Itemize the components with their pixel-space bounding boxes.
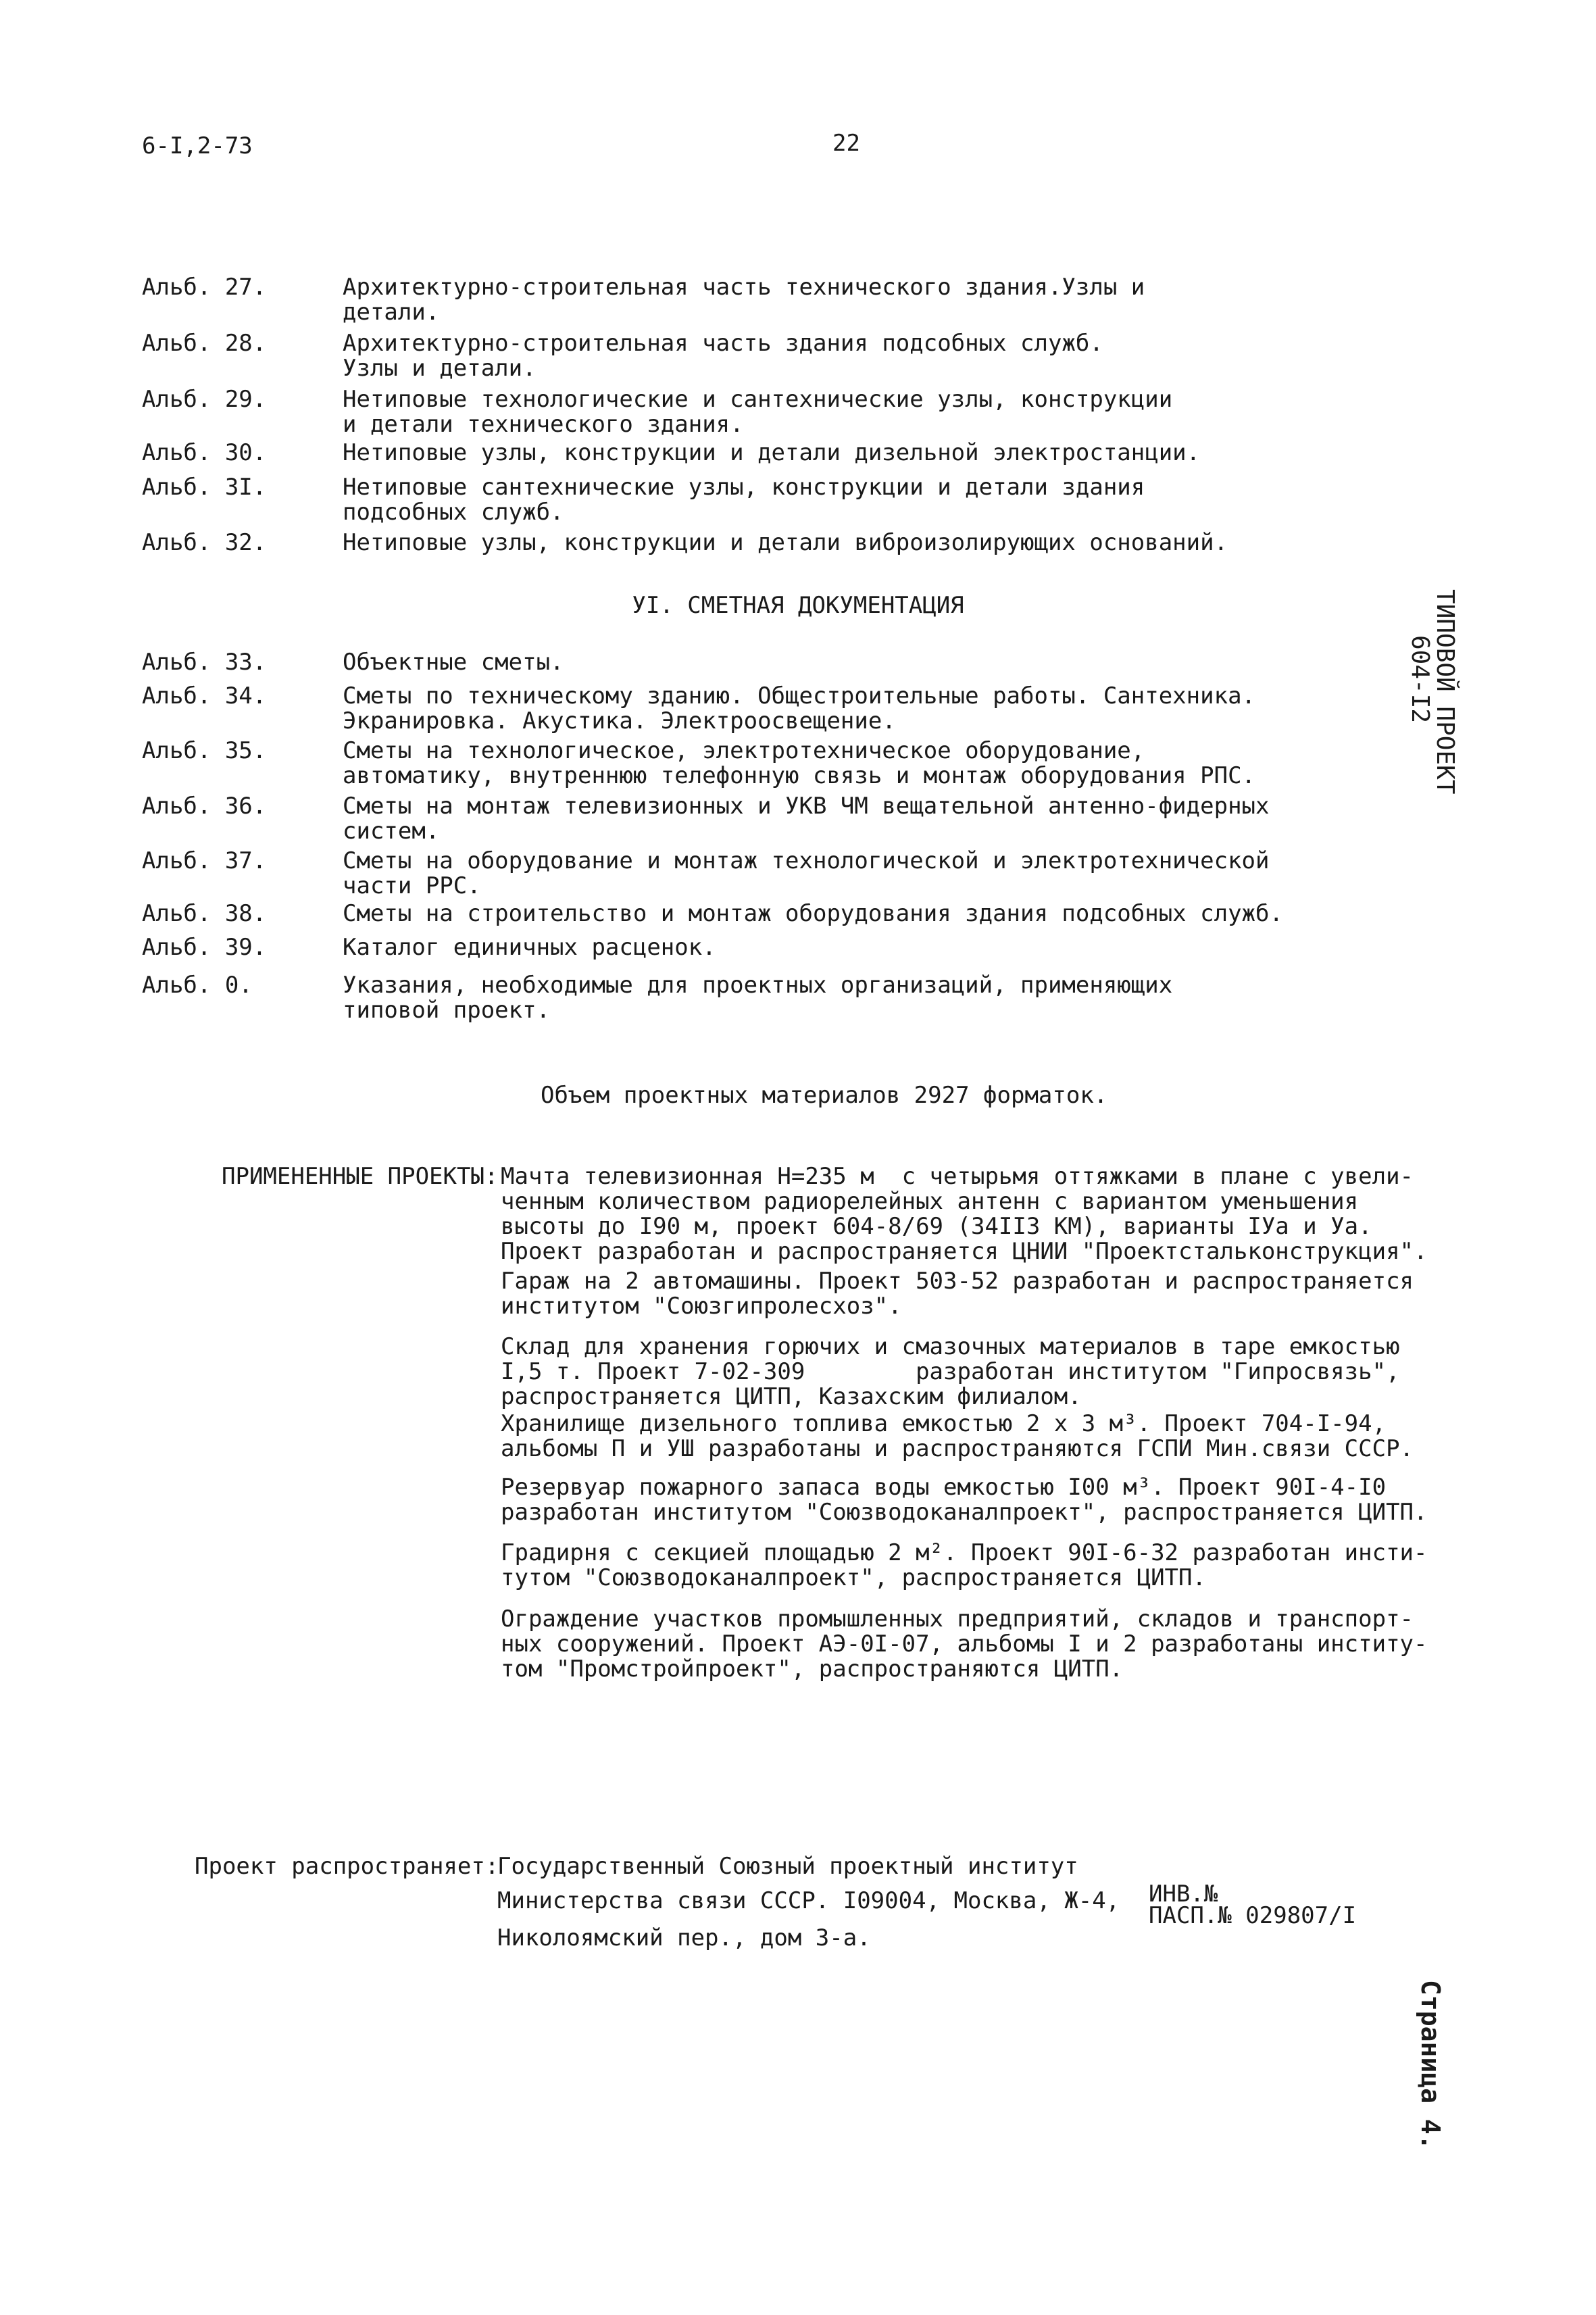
document-code: 6-I,2-73 — [142, 132, 253, 159]
album-label: Альб. 39. — [142, 934, 267, 961]
album-text: Нетиповые сантехнические узлы, конструкции и детали здания подсобных служб. — [343, 474, 1145, 526]
album-text: Объектные сметы. — [343, 649, 564, 676]
page-stamp: Страница 4. — [1416, 1980, 1445, 2150]
album-text: Архитектурно-строительная часть здания подсобных служб. Узлы и детали. — [343, 330, 1103, 382]
page-number: 22 — [832, 130, 860, 157]
list-item: Мачта телевизионная Н=235 м с четырьмя оттяжками в плане с увели- ченным количеством радиорелейных антенн с вариантом уменьшения высоты до I90 м, проект 604-8/69 (34II3 КМ), варианты IУа и Уа. Проект разработан и распространяется ЦНИИ "Проектстальконструкция". — [501, 1163, 1428, 1265]
album-label: Альб. 28. — [142, 330, 267, 357]
list-item: Склад для хранения горючих и смазочных материалов в таре емкостью I,5 т. Проект 7-02-309 разработан институтом "Гипросвязь", распространяется ЦИТП, Казахским филиалом. — [501, 1333, 1400, 1410]
album-label: Альб. 36. — [142, 793, 267, 820]
album-text: Архитектурно-строительная часть технического здания.Узлы и детали. — [343, 274, 1145, 326]
volume-line: Объем проектных материалов 2927 форматок. — [541, 1082, 1108, 1109]
list-item: Хранилище дизельного топлива емкостью 2 х 3 м³. Проект 704-I-94, альбомы П и УШ разработаны и распространяются ГСПИ Мин.связи СССР. — [501, 1410, 1414, 1462]
list-item: Ограждение участков промышленных предприятий, складов и транспорт- ных сооружений. Проект АЭ-0I-07, альбомы I и 2 разработаны институ- том "Промстройпроект", распространяются ЦИТП. — [501, 1605, 1428, 1683]
side-stamp-title: ТИПОВОЙ ПРОЕКТ — [1431, 589, 1459, 795]
album-text: Сметы по техническому зданию. Общестроительные работы. Сантехника. Экранировка. Акустика. Электроосвещение. — [343, 682, 1256, 735]
album-label: Альб. 30. — [142, 439, 267, 466]
list-item: Резервуар пожарного запаса воды емкостью I00 м³. Проект 90I-4-I0 разработан институтом "Союзводоканалпроект", распространяется ЦИТП. — [501, 1474, 1428, 1526]
album-label: Альб. 32. — [142, 529, 267, 556]
distributor-line-2: Министерства связи СССР. I09004, Москва, Ж-4, — [497, 1887, 1120, 1914]
side-stamp-number: 604-I2 — [1406, 635, 1434, 724]
applied-projects-label: ПРИМЕНЕННЫЕ ПРОЕКТЫ: — [222, 1163, 499, 1190]
inventory-label: ИНВ.№ — [1149, 1881, 1218, 1908]
album-label: Альб. 34. — [142, 682, 267, 710]
album-text: Сметы на строительство и монтаж оборудования здания подсобных служб. — [343, 900, 1283, 927]
album-text: Нетиповые узлы, конструкции и детали виброизолирующих оснований. — [343, 529, 1228, 556]
album-label: Альб. 27. — [142, 274, 267, 301]
album-text: Указания, необходимые для проектных организаций, применяющих типовой проект. — [343, 972, 1173, 1024]
album-label: Альб. 38. — [142, 900, 267, 927]
passport-number: ПАСП.№ 029807/I — [1149, 1902, 1357, 1929]
album-label: Альб. 29. — [142, 386, 267, 413]
album-text: Каталог единичных расценок. — [343, 934, 716, 961]
album-label: Альб. 33. — [142, 649, 267, 676]
album-text: Сметы на оборудование и монтаж технологической и электротехнической части РРС. — [343, 847, 1270, 899]
distributor-line-1: Государственный Союзный проектный институт — [497, 1853, 1078, 1880]
album-label: Альб. 35. — [142, 737, 267, 764]
list-item: Градирня с секцией площадью 2 м². Проект 90I-6-32 разработан инсти- тутом "Союзводоканалпроект", распространяется ЦИТП. — [501, 1539, 1428, 1591]
album-label: Альб. 37. — [142, 847, 267, 874]
album-label: Альб. 0. — [142, 972, 253, 999]
album-text: Нетиповые технологические и сантехнические узлы, конструкции и детали технического здания. — [343, 386, 1173, 438]
distributor-line-3: Николоямский пер., дом 3-а. — [497, 1924, 871, 1951]
section-title: УI. СМЕТНАЯ ДОКУМЕНТАЦИЯ — [632, 592, 964, 619]
list-item: Гараж на 2 автомашины. Проект 503-52 разработан и распространяется институтом "Союзгипролесхоз". — [501, 1268, 1414, 1320]
album-text: Сметы на монтаж телевизионных и УКВ ЧМ вещательной антенно-фидерных систем. — [343, 793, 1270, 845]
album-text: Нетиповые узлы, конструкции и детали дизельной электростанции. — [343, 439, 1201, 466]
album-label: Альб. 3I. — [142, 474, 267, 501]
album-text: Сметы на технологическое, электротехническое оборудование, автоматику, внутреннюю телефонную связь и монтаж оборудования РПС. — [343, 737, 1256, 789]
distributor-label: Проект распространяет: — [195, 1853, 499, 1880]
